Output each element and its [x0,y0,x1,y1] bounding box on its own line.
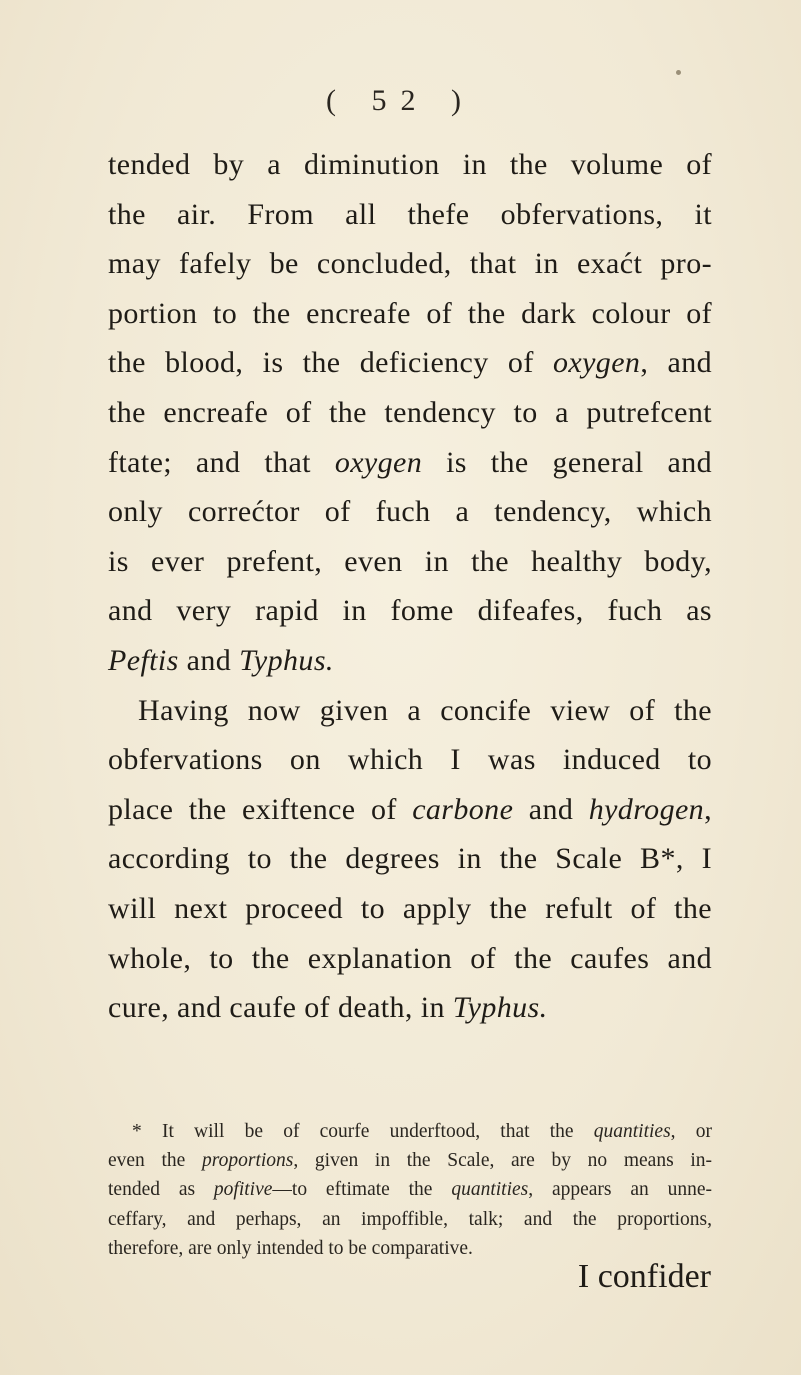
italic-term: carbone [412,792,514,826]
text-line-5: the blood, is the deficiency of oxygen, and [108,346,712,380]
italic-term: Peftis [108,643,179,677]
italic-term: oxygen [552,346,641,380]
footnote [108,1117,712,1263]
text-line-1: tended by a diminution in the volume of [108,148,712,181]
footnote-line-4: ceffary, and perhaps, an impoffible, talk; and the proportions, [108,1208,712,1230]
text-line-2: the air. From all thefe obfervations, it [108,197,712,231]
italic-term: oxygen [334,445,423,479]
italic-term: quantities [593,1121,671,1142]
italic-term: Typhus. [239,643,334,677]
text-line-3: may fafely be concluded, that in exaćt pro- [108,247,712,281]
footnote-line-2: even the proportions, given in the Scale, are by no means in- [108,1150,712,1172]
italic-term: quantities [451,1179,529,1201]
text-line-8: only correćtor of fuch a tendency, which [108,495,712,529]
text-line-4: portion to the encreafe of the dark colour of [108,296,712,330]
page-number: ( 52 ) [326,84,475,117]
text-line-18: cure, and caufe of death, in Typhus. [108,991,548,1025]
text-line-13: obfervations on which I was induced to [108,743,712,777]
text-line-9: is ever prefent, even in the healthy body, [108,544,712,578]
page-speck [676,70,681,75]
italic-term: proportions [201,1150,294,1172]
text-line-14: place the exiftence of carbone and hydrogen, [108,792,712,826]
footnote-line-5: therefore, are only intended to be comparative. [108,1237,473,1259]
text-line-15: according to the degrees in the Scale B*, I [108,842,712,876]
footnote-line-1: * It will be of courfe underftood, that the quantities, or [132,1121,712,1142]
main-text [108,140,712,1033]
text-line-11: Peftis and Typhus. [108,643,334,677]
catchword: I confider [577,1258,711,1295]
text-line-12: Having now given a concife view of the [138,693,712,727]
text-line-16: will next proceed to apply the refult of the [108,891,712,925]
italic-term: Typhus. [452,991,548,1025]
footnote-line-3: tended as pofitive—to eftimate the quantities, appears an unne- [108,1179,712,1201]
text-line-7: ftate; and that oxygen is the general and [108,445,712,479]
text-line-10: and very rapid in fome difeafes, fuch as [108,594,712,628]
text-line-6: the encreafe of the tendency to a putrefcent [108,395,712,429]
text-line-17: whole, to the explanation of the caufes and [108,941,712,975]
italic-term: pofitive [213,1179,273,1201]
italic-term: hydrogen [588,792,705,826]
